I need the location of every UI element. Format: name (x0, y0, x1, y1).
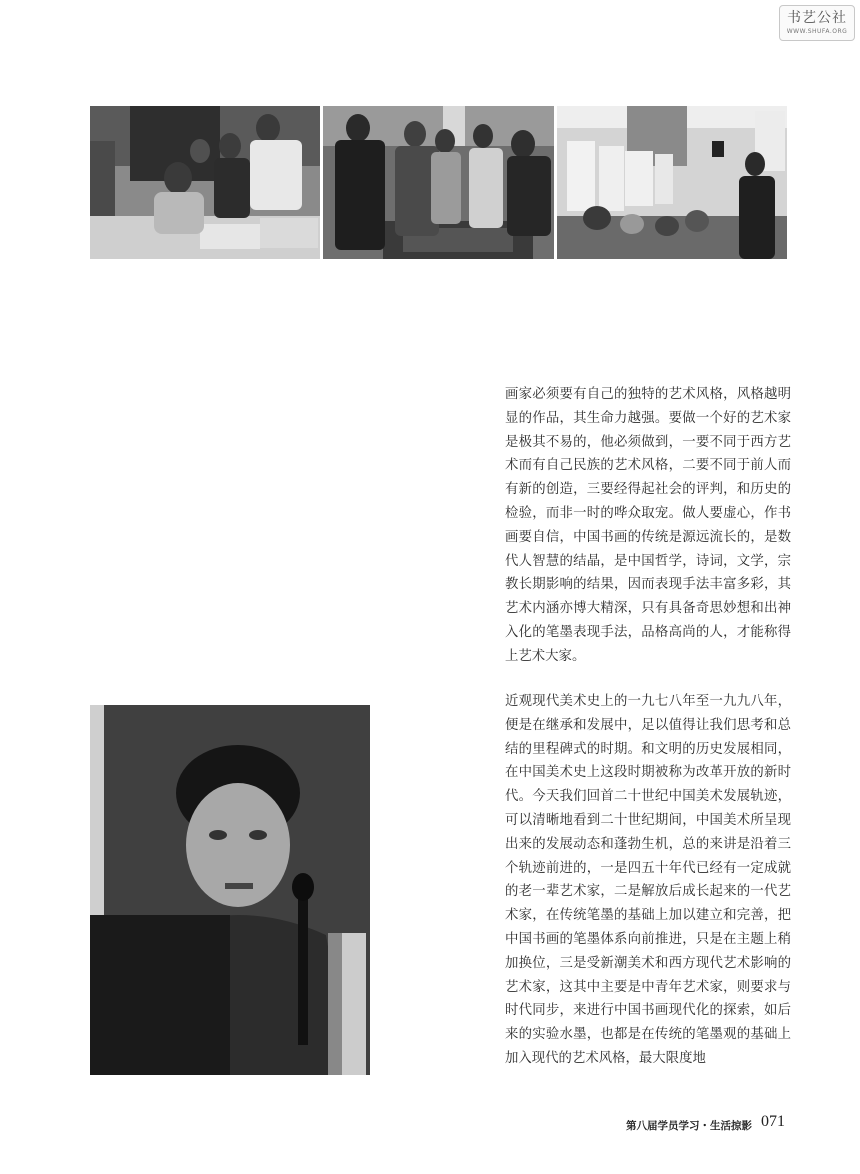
page-number: 071 (761, 1113, 785, 1130)
photo-calligraphy-practice (90, 106, 320, 259)
watermark-title: 书艺公社 (787, 10, 847, 26)
watermark-logo (779, 5, 855, 41)
body-paragraph-2: 近观现代美术史上的一九七八年至一九九八年，便是在继承和发展中，足以值得让我们思考和总结的里程碑式的时期。和文明的历史发展相同，在中国美术史上这段时期被称为改革开放的新时代。今天我们回首二十世纪中国美术发展轨迹，可以清晰地看到二十世纪期间，中国美术所呈现出来的发展动态和蓬勃生机，总的来讲是沿着三个轨迹前进的，一是四五十年代已经有一定成就的老一辈艺术家，二是解放后成长起来的一代艺术家，在传统笔墨的基础上加以建立和完善，把中国书画的笔墨体系向前推进，只是在主题上稍加换位，三是受新潮美术和西方现代艺术影响的艺术家，这其中主要是中青年艺术家，则要求与时代同步，来进行中国书画现代化的探索，如后来的实验水墨，也都是在传统的笔墨观的基础上加入现代的艺术风格，最大限度地 (505, 694, 791, 1066)
watermark-url: WWW.SHUFA.ORG (786, 28, 848, 35)
body-paragraph-1: 画家必须要有自己的独特的艺术风格，风格越明显的作品，其生命力越强。要做一个好的艺术家是极其不易的，他必须做到，一要不同于西方艺术而有自己民族的艺术风格，二要不同于前人而有新的创造，三要经得起社会的评判，和历史的检验，而非一时的哗众取宠。做人要虚心，作书画要自信，中国书画的传统是源远流长的，是数代人智慧的结晶，是中国哲学，诗词，文学，宗教长期影响的结果，因而表现手法丰富多彩，其艺术内涵亦博大精深，只有具备奇思妙想和出神入化的笔墨表现手法，品格高尚的人，才能称得上艺术大家。 (505, 387, 791, 664)
photo-speaker-portrait (90, 705, 370, 1075)
page-footer (620, 1113, 790, 1135)
footer-section-label: 第八届学员学习・生活掠影 (626, 1120, 752, 1132)
photo-group-viewing-work (323, 106, 554, 259)
photo-classroom-lecture (557, 106, 787, 259)
